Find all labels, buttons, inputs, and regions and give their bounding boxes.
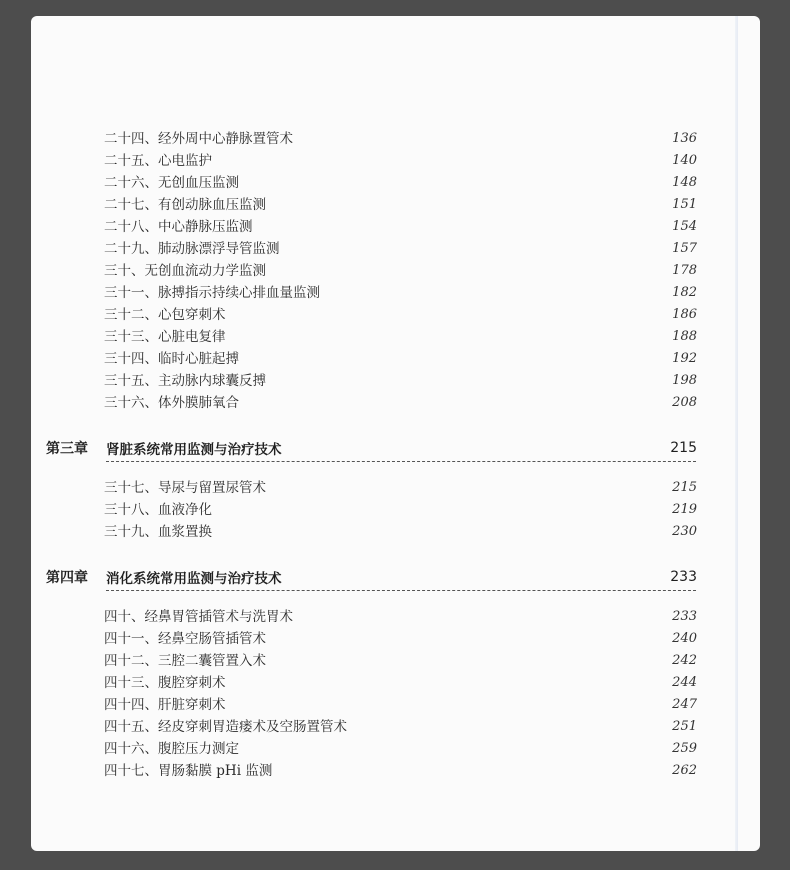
toc-entry[interactable] (104, 672, 697, 694)
book-page (31, 16, 760, 851)
toc-entry[interactable] (104, 304, 697, 326)
entry-page: 140 (672, 153, 697, 168)
entry-title: 四十七、胃肠黏膜 pHi 监测 (104, 763, 273, 779)
entry-page: 198 (672, 373, 697, 388)
entry-title: 四十三、腹腔穿刺术 (104, 675, 226, 691)
entry-title: 二十六、无创血压监测 (104, 175, 239, 191)
entry-page: 154 (672, 219, 697, 234)
entry-title: 二十五、心电监护 (104, 153, 212, 169)
toc-entry[interactable] (104, 260, 697, 282)
toc-entry[interactable] (104, 521, 697, 543)
entry-page: 136 (672, 131, 697, 146)
toc-entry[interactable] (104, 194, 697, 216)
toc-entry[interactable] (104, 760, 697, 782)
entry-title: 四十六、腹腔压力测定 (104, 741, 239, 757)
entry-title: 三十四、临时心脏起搏 (104, 351, 239, 367)
entry-title: 三十九、血浆置换 (104, 524, 212, 540)
toc-entry[interactable] (104, 172, 697, 194)
entry-page: 151 (672, 197, 697, 212)
entry-page: 182 (672, 285, 697, 300)
entry-title: 三十八、血液净化 (104, 502, 212, 518)
toc-entry[interactable] (104, 150, 697, 172)
page-edge (735, 16, 738, 851)
entry-page: 219 (672, 502, 697, 517)
chapter-number: 第四章 (46, 570, 88, 586)
toc-entry[interactable] (104, 628, 697, 650)
dashed-divider (106, 590, 696, 591)
entry-title: 四十、经鼻胃管插管术与洗胃术 (104, 609, 293, 625)
entry-page: 192 (672, 351, 697, 366)
entry-title: 二十九、肺动脉漂浮导管监测 (104, 241, 280, 257)
entry-title: 三十、无创血流动力学监测 (104, 263, 266, 279)
entry-page: 251 (672, 719, 697, 734)
entry-page: 230 (672, 524, 697, 539)
chapter-heading[interactable] (46, 436, 697, 460)
entry-page: 148 (672, 175, 697, 190)
entry-title: 四十四、肝脏穿刺术 (104, 697, 226, 713)
toc-entry[interactable] (104, 326, 697, 348)
toc-entry[interactable] (104, 694, 697, 716)
entry-page: 157 (672, 241, 697, 256)
entry-title: 二十七、有创动脉血压监测 (104, 197, 266, 213)
entry-title: 三十七、导尿与留置尿管术 (104, 480, 266, 496)
toc-entry[interactable] (104, 499, 697, 521)
entry-page: 262 (672, 763, 697, 778)
chapter-page: 215 (670, 440, 697, 456)
entry-page: 244 (672, 675, 697, 690)
entry-title: 四十一、经鼻空肠管插管术 (104, 631, 266, 647)
toc-entry[interactable] (104, 238, 697, 260)
toc-entry[interactable] (104, 370, 697, 392)
toc-entry[interactable] (104, 738, 697, 760)
entry-title: 四十五、经皮穿刺胃造瘘术及空肠置管术 (104, 719, 347, 735)
chapter-number: 第三章 (46, 441, 88, 457)
chapter-page: 233 (670, 569, 697, 585)
entry-title: 二十八、中心静脉压监测 (104, 219, 253, 235)
entry-title: 三十六、体外膜肺氧合 (104, 395, 239, 411)
entry-page: 188 (672, 329, 697, 344)
entry-page: 233 (672, 609, 697, 624)
toc-entry[interactable] (104, 477, 697, 499)
entry-title: 三十二、心包穿刺术 (104, 307, 226, 323)
toc-entry[interactable] (104, 650, 697, 672)
entry-page: 215 (672, 480, 697, 495)
entry-page: 186 (672, 307, 697, 322)
entry-title: 二十四、经外周中心静脉置管术 (104, 131, 293, 147)
toc-entry[interactable] (104, 606, 697, 628)
toc-entry[interactable] (104, 282, 697, 304)
toc-entry[interactable] (104, 128, 697, 150)
chapter-title: 肾脏系统常用监测与治疗技术 (106, 442, 282, 458)
entry-title: 三十一、脉搏指示持续心排血量监测 (104, 285, 320, 301)
entry-page: 178 (672, 263, 697, 278)
toc-entry[interactable] (104, 348, 697, 370)
entry-page: 208 (672, 395, 697, 410)
entry-title: 四十二、三腔二囊管置入术 (104, 653, 266, 669)
chapter-heading[interactable] (46, 565, 697, 589)
entry-title: 三十三、心脏电复律 (104, 329, 226, 345)
entry-page: 247 (672, 697, 697, 712)
entry-page: 259 (672, 741, 697, 756)
toc-entry[interactable] (104, 392, 697, 414)
toc-entry[interactable] (104, 716, 697, 738)
entry-page: 242 (672, 653, 697, 668)
toc-entry[interactable] (104, 216, 697, 238)
chapter-title: 消化系统常用监测与治疗技术 (106, 571, 282, 587)
dashed-divider (106, 461, 696, 462)
entry-title: 三十五、主动脉内球囊反搏 (104, 373, 266, 389)
entry-page: 240 (672, 631, 697, 646)
